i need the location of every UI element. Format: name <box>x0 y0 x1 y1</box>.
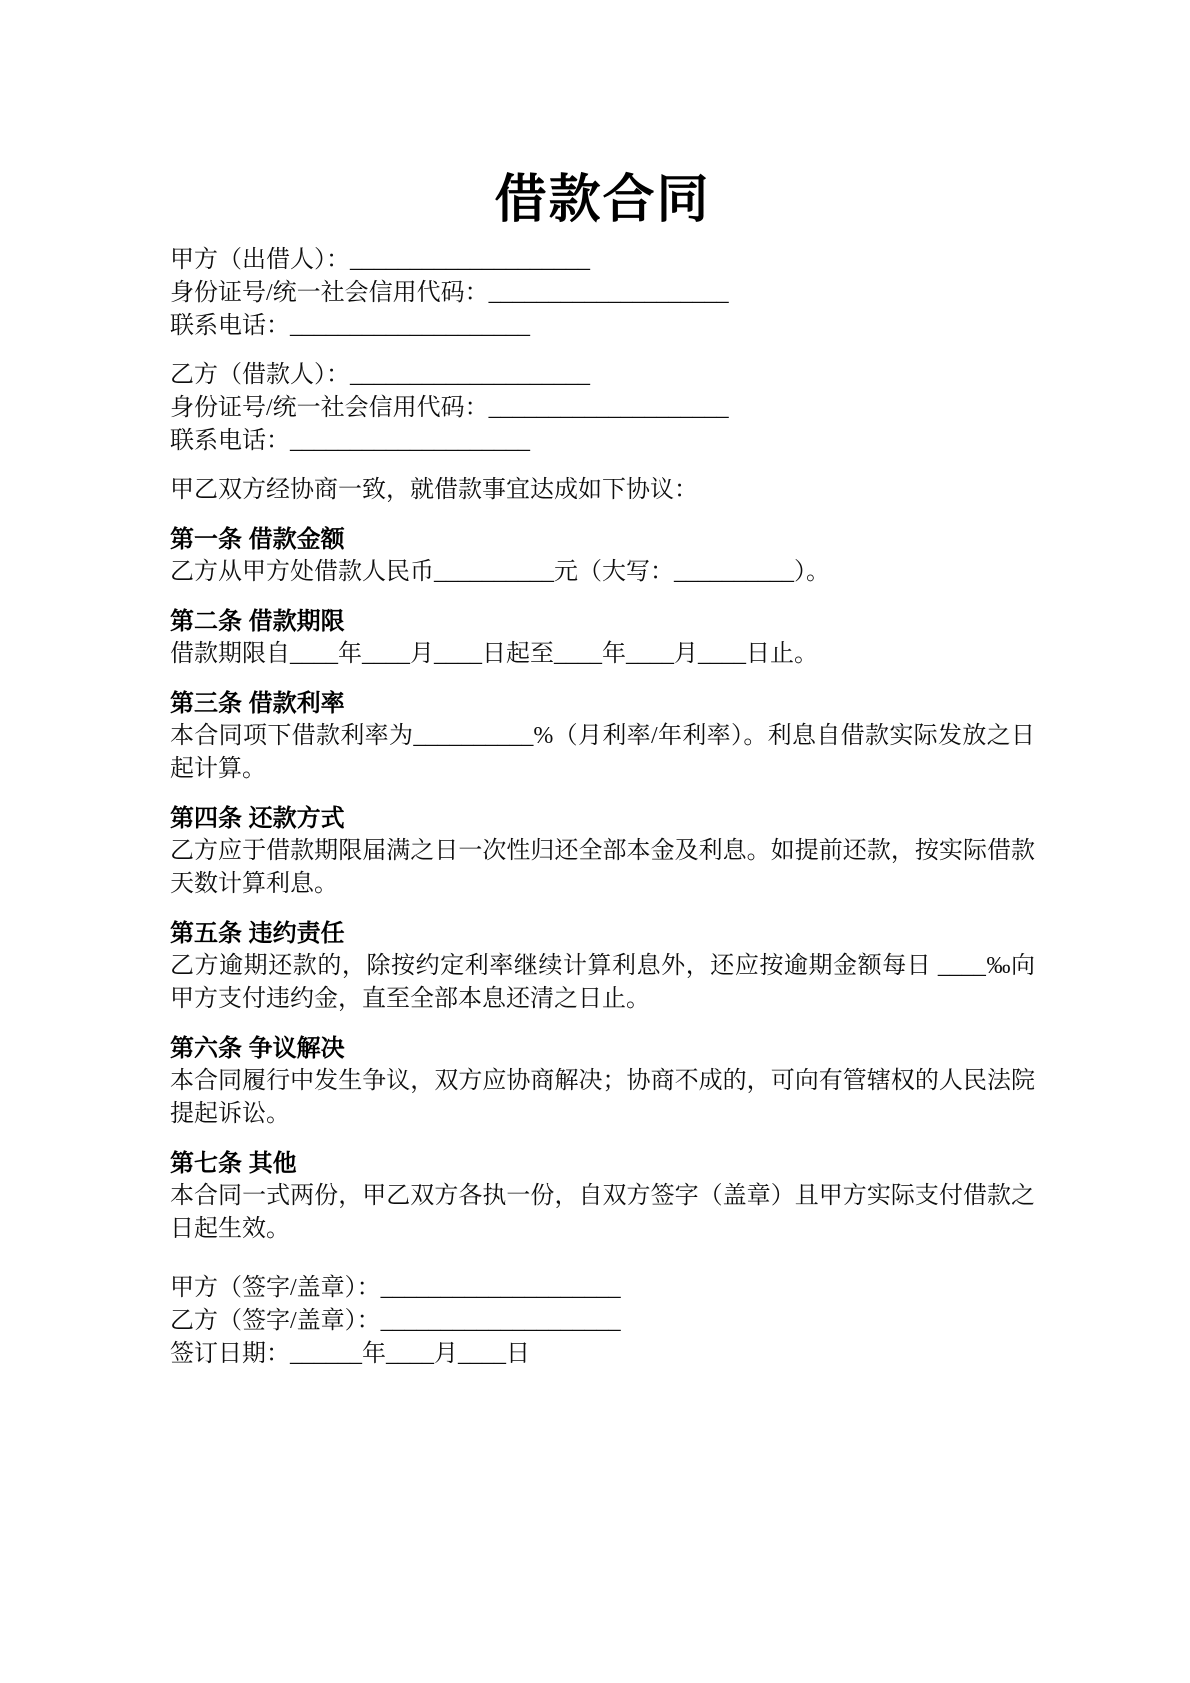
clause-5-body: 乙方逾期还款的，除按约定利率继续计算利息外，还应按逾期金额每日 ____‰向甲方支付违约金，直至全部本息还清之日止。 <box>170 953 1035 1012</box>
clause-4-block <box>170 802 1035 901</box>
clause-2-body: 借款期限自____年____月____日起至____年____月____日止。 <box>170 641 818 667</box>
signing-date-line: 签订日期：______年____月____日 <box>170 1341 530 1367</box>
clause-1-heading: 第一条 借款金额 <box>170 526 345 553</box>
clause-6-body: 本合同履行中发生争议，双方应协商解决；协商不成的，可向有管辖权的人民法院提起诉讼。 <box>170 1068 1035 1127</box>
clause-4-body: 乙方应于借款期限届满之日一次性归还全部本金及利息。如提前还款，按实际借款天数计算利息。 <box>170 838 1035 897</box>
clause-6-block <box>170 1032 1035 1131</box>
clause-7-body: 本合同一式两份，甲乙双方各执一份，自双方签字（盖章）且甲方实际支付借款之日起生效。 <box>170 1183 1035 1242</box>
party-b-name-line: 乙方（借款人）：____________________ <box>170 362 590 388</box>
clause-5-block <box>170 917 1035 1016</box>
preamble-text: 甲乙双方经协商一致，就借款事宜达成如下协议： <box>170 477 698 503</box>
clause-6-heading: 第六条 争议解决 <box>170 1035 345 1062</box>
clause-2-heading: 第二条 借款期限 <box>170 608 345 635</box>
party-b-block <box>170 359 1035 458</box>
clause-2-block <box>170 605 1035 671</box>
clause-3-body: 本合同项下借款利率为__________%（月利率/年利率）。利息自借款实际发放之日起计算。 <box>170 723 1035 782</box>
clause-5-heading: 第五条 违约责任 <box>170 920 345 947</box>
clause-3-block <box>170 687 1035 786</box>
party-a-id-line: 身份证号/统一社会信用代码：____________________ <box>170 280 729 306</box>
clause-4-heading: 第四条 还款方式 <box>170 805 345 832</box>
clause-1-body: 乙方从甲方处借款人民币__________元（大写：__________）。 <box>170 559 830 585</box>
party-b-signature-line: 乙方（签字/盖章）：____________________ <box>170 1308 621 1334</box>
party-a-signature-line: 甲方（签字/盖章）：____________________ <box>170 1275 621 1301</box>
party-a-phone-line: 联系电话：____________________ <box>170 313 530 339</box>
signature-block <box>170 1272 1035 1371</box>
clause-7-block <box>170 1147 1035 1246</box>
clause-7-heading: 第七条 其他 <box>170 1150 297 1177</box>
party-b-phone-line: 联系电话：____________________ <box>170 428 530 454</box>
party-a-name-line: 甲方（出借人）：____________________ <box>170 247 590 273</box>
clause-1-block <box>170 523 1035 589</box>
document-title: 借款合同 <box>494 171 711 229</box>
preamble-block <box>170 474 1035 507</box>
clause-3-heading: 第三条 借款利率 <box>170 690 345 717</box>
party-a-block <box>170 244 1035 343</box>
party-b-id-line: 身份证号/统一社会信用代码：____________________ <box>170 395 729 421</box>
